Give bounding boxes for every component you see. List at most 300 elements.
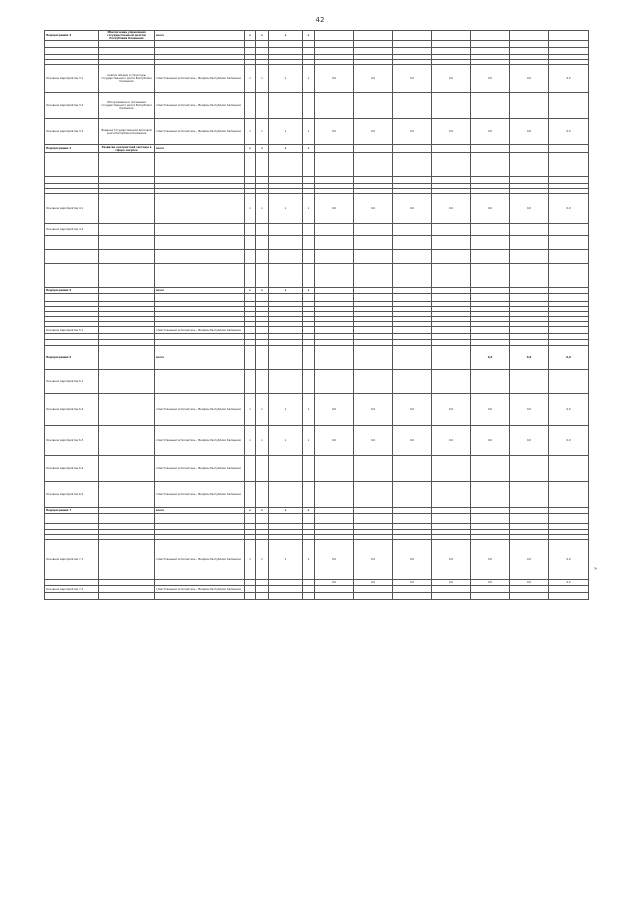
expense-type-cell <box>303 514 315 524</box>
section-code-cell <box>256 153 269 177</box>
year-2014-cell <box>354 370 393 394</box>
year-2017-cell <box>471 294 510 302</box>
year-2018-cell <box>510 593 549 600</box>
year-2017-cell: 0,0 <box>471 540 510 580</box>
table-row <box>45 153 589 177</box>
year-2016-cell: 0,0 <box>432 65 471 93</box>
responsible-cell <box>155 177 245 184</box>
status-cell <box>45 294 99 302</box>
year-2016-cell: 0,0 <box>432 580 471 586</box>
program-name-cell <box>99 264 155 288</box>
responsible-cell: всего <box>155 508 245 514</box>
year-2014-cell <box>354 346 393 370</box>
grbs-code-cell: х <box>245 508 256 514</box>
year-2019-cell: 0,0 <box>549 394 589 426</box>
status-cell: Основное мероприятие 6.1 <box>45 370 99 394</box>
status-cell: Основное мероприятие 6.2 <box>45 394 99 426</box>
year-2019-cell <box>549 294 589 302</box>
grbs-code-cell: х <box>245 394 256 426</box>
target-article-cell: х <box>269 540 303 580</box>
year-2018-cell: 0,0 <box>510 65 549 93</box>
section-code-cell <box>256 593 269 600</box>
target-article-cell <box>269 250 303 264</box>
target-article-cell: х <box>269 288 303 294</box>
year-2018-cell: 0,0 <box>510 540 549 580</box>
year-2013-cell: 0,0 <box>315 65 354 93</box>
year-2014-cell <box>354 31 393 41</box>
year-2018-cell: 0,0 <box>510 119 549 145</box>
year-2014-cell <box>354 93 393 119</box>
year-2014-cell <box>354 294 393 302</box>
status-cell: Подпрограмма 4 <box>45 145 99 153</box>
program-name-cell <box>99 540 155 580</box>
year-2017-cell: 0,0 <box>471 346 510 370</box>
section-code-cell: х <box>256 540 269 580</box>
table-row <box>45 426 589 456</box>
year-2013-cell <box>315 236 354 250</box>
program-name-cell: Анализ объема и структуры государственного долга Республики Калмыкия <box>99 65 155 93</box>
section-code-cell <box>256 346 269 370</box>
year-2019-cell <box>549 327 589 334</box>
year-2013-cell <box>315 346 354 370</box>
program-name-cell: Обеспечение управления государственным долгом Республики Калмыкия <box>99 31 155 41</box>
responsible-cell <box>155 224 245 236</box>
program-name-cell <box>99 426 155 456</box>
year-2018-cell: 0,0 <box>510 194 549 224</box>
year-2014-cell <box>354 177 393 184</box>
status-cell: Основное мероприятие 4.2 <box>45 224 99 236</box>
year-2017-cell: 0,0 <box>471 194 510 224</box>
grbs-code-cell: х <box>245 194 256 224</box>
year-2014-cell <box>354 586 393 593</box>
year-2018-cell <box>510 370 549 394</box>
section-code-cell: х <box>256 288 269 294</box>
section-code-cell <box>256 48 269 55</box>
year-2013-cell: 0,0 <box>315 580 354 586</box>
year-2013-cell: 0,0 <box>315 194 354 224</box>
year-2013-cell <box>315 294 354 302</box>
year-2017-cell <box>471 593 510 600</box>
year-2013-cell <box>315 177 354 184</box>
target-article-cell: х <box>269 194 303 224</box>
grbs-code-cell <box>245 294 256 302</box>
section-code-cell <box>256 177 269 184</box>
year-2015-cell: 0,0 <box>393 540 432 580</box>
responsible-cell <box>155 48 245 55</box>
year-2018-cell: 0,0 <box>510 580 549 586</box>
year-2015-cell <box>393 514 432 524</box>
year-2014-cell <box>354 153 393 177</box>
year-2016-cell: 0,0 <box>432 194 471 224</box>
program-name-cell <box>99 456 155 482</box>
status-cell: Подпрограмма 3 <box>45 31 99 41</box>
year-2019-cell <box>549 145 589 153</box>
section-code-cell <box>256 41 269 48</box>
grbs-code-cell <box>245 264 256 288</box>
year-2015-cell <box>393 593 432 600</box>
grbs-code-cell <box>245 456 256 482</box>
table-row <box>45 264 589 288</box>
responsible-cell: всего <box>155 346 245 370</box>
section-code-cell: х <box>256 119 269 145</box>
year-2013-cell <box>315 327 354 334</box>
responsible-cell: ответственный исполнитель - Минфин Республики Калмыкия <box>155 426 245 456</box>
year-2015-cell: 0,0 <box>393 194 432 224</box>
target-article-cell: х <box>269 426 303 456</box>
year-2013-cell: 0,0 <box>315 394 354 426</box>
year-2015-cell <box>393 294 432 302</box>
table-row <box>45 394 589 426</box>
target-article-cell <box>269 153 303 177</box>
year-2017-cell: 0,0 <box>471 426 510 456</box>
year-2014-cell <box>354 593 393 600</box>
status-cell: Основное мероприятие 3.2 <box>45 93 99 119</box>
expense-type-cell <box>303 264 315 288</box>
year-2019-cell <box>549 456 589 482</box>
year-2015-cell: 0,0 <box>393 394 432 426</box>
year-2018-cell <box>510 264 549 288</box>
responsible-cell <box>155 41 245 48</box>
grbs-code-cell <box>245 224 256 236</box>
expense-type-cell: х <box>303 145 315 153</box>
target-article-cell <box>269 224 303 236</box>
year-2017-cell <box>471 250 510 264</box>
year-2016-cell <box>432 236 471 250</box>
budget-table-sheet <box>44 30 588 600</box>
grbs-code-cell <box>245 48 256 55</box>
year-2016-cell: 0,0 <box>432 540 471 580</box>
year-2017-cell: 0,0 <box>471 119 510 145</box>
year-2016-cell <box>432 264 471 288</box>
responsible-cell: ответственный исполнитель - Минфин Республики Калмыкия <box>155 394 245 426</box>
year-2017-cell: 0,0 <box>471 580 510 586</box>
program-name-cell: Ведение Государственной долговой книги Республики Калмыкия <box>99 119 155 145</box>
status-cell: Основное мероприятие 6.4 <box>45 456 99 482</box>
page-number: 42 <box>315 16 325 24</box>
year-2019-cell: 0,0 <box>549 346 589 370</box>
target-article-cell <box>269 327 303 334</box>
year-2013-cell: 0,0 <box>315 426 354 456</box>
year-2018-cell <box>510 93 549 119</box>
expense-type-cell <box>303 327 315 334</box>
responsible-cell: всего <box>155 145 245 153</box>
year-2018-cell <box>510 48 549 55</box>
year-2016-cell <box>432 41 471 48</box>
table-body <box>45 31 589 600</box>
section-code-cell: х <box>256 394 269 426</box>
year-2013-cell <box>315 264 354 288</box>
status-cell <box>45 264 99 288</box>
year-2016-cell <box>432 224 471 236</box>
year-2015-cell <box>393 236 432 250</box>
program-name-cell: Развитие контрактной системы в сфере закупок <box>99 145 155 153</box>
grbs-code-cell: х <box>245 540 256 580</box>
expense-type-cell <box>303 586 315 593</box>
year-2017-cell <box>471 456 510 482</box>
year-2016-cell: 0,0 <box>432 426 471 456</box>
section-code-cell: х <box>256 31 269 41</box>
grbs-code-cell <box>245 586 256 593</box>
section-code-cell <box>256 224 269 236</box>
year-2019-cell: 0,0 <box>549 580 589 586</box>
status-cell <box>45 48 99 55</box>
year-2016-cell <box>432 153 471 177</box>
status-cell: Основное мероприятие 3.3 <box>45 119 99 145</box>
grbs-code-cell: х <box>245 288 256 294</box>
target-article-cell <box>269 264 303 288</box>
target-article-cell: х <box>269 65 303 93</box>
year-2015-cell <box>393 250 432 264</box>
program-name-cell <box>99 224 155 236</box>
expense-type-cell: х <box>303 540 315 580</box>
status-cell <box>45 41 99 48</box>
year-2018-cell <box>510 456 549 482</box>
responsible-cell: ответственный исполнитель - Минфин Республики Калмыкия <box>155 119 245 145</box>
year-2019-cell <box>549 153 589 177</box>
grbs-code-cell <box>245 482 256 508</box>
table-row <box>45 294 589 302</box>
end-of-page-mark: » <box>594 566 598 572</box>
year-2015-cell <box>393 153 432 177</box>
program-name-cell <box>99 48 155 55</box>
grbs-code-cell <box>245 327 256 334</box>
year-2018-cell <box>510 145 549 153</box>
grbs-code-cell <box>245 370 256 394</box>
year-2018-cell <box>510 586 549 593</box>
year-2015-cell <box>393 177 432 184</box>
year-2015-cell <box>393 224 432 236</box>
responsible-cell: ответственный исполнитель - Минфин Республики Калмыкия <box>155 482 245 508</box>
year-2019-cell <box>549 264 589 288</box>
expense-type-cell <box>303 482 315 508</box>
year-2014-cell <box>354 250 393 264</box>
target-article-cell: х <box>269 31 303 41</box>
target-article-cell <box>269 593 303 600</box>
program-name-cell <box>99 250 155 264</box>
expense-type-cell <box>303 48 315 55</box>
section-code-cell <box>256 236 269 250</box>
expense-type-cell <box>303 370 315 394</box>
year-2018-cell <box>510 153 549 177</box>
table-row <box>45 93 589 119</box>
table-row <box>45 456 589 482</box>
year-2014-cell <box>354 264 393 288</box>
year-2015-cell <box>393 31 432 41</box>
table-row <box>45 327 589 334</box>
program-name-cell <box>99 370 155 394</box>
program-name-cell <box>99 586 155 593</box>
program-name-cell <box>99 346 155 370</box>
grbs-code-cell <box>245 153 256 177</box>
status-cell: Основное мероприятие 4.1 <box>45 194 99 224</box>
grbs-code-cell: х <box>245 65 256 93</box>
year-2018-cell <box>510 250 549 264</box>
year-2013-cell <box>315 224 354 236</box>
expense-type-cell: х <box>303 508 315 514</box>
grbs-code-cell <box>245 346 256 370</box>
year-2016-cell <box>432 294 471 302</box>
year-2016-cell <box>432 586 471 593</box>
year-2019-cell <box>549 514 589 524</box>
program-name-cell <box>99 482 155 508</box>
budget-allocation-table <box>44 30 589 600</box>
target-article-cell <box>269 93 303 119</box>
section-code-cell <box>256 482 269 508</box>
table-row <box>45 41 589 48</box>
section-code-cell <box>256 514 269 524</box>
year-2018-cell <box>510 224 549 236</box>
section-code-cell <box>256 586 269 593</box>
year-2015-cell: 0,0 <box>393 119 432 145</box>
year-2017-cell <box>471 370 510 394</box>
responsible-cell <box>155 294 245 302</box>
responsible-cell <box>155 593 245 600</box>
status-cell: Основное мероприятие 3.1 <box>45 65 99 93</box>
year-2018-cell <box>510 294 549 302</box>
year-2018-cell <box>510 41 549 48</box>
grbs-code-cell <box>245 250 256 264</box>
section-code-cell <box>256 456 269 482</box>
target-article-cell: х <box>269 394 303 426</box>
year-2017-cell <box>471 482 510 508</box>
year-2013-cell <box>315 514 354 524</box>
year-2015-cell <box>393 370 432 394</box>
year-2015-cell <box>393 327 432 334</box>
status-cell <box>45 593 99 600</box>
table-row <box>45 514 589 524</box>
year-2019-cell <box>549 41 589 48</box>
status-cell: Основное мероприятие 7.2 <box>45 586 99 593</box>
responsible-cell: ответственный исполнитель - Минфин Республики Калмыкия <box>155 540 245 580</box>
responsible-cell: ответственный исполнитель - Минфин Республики Калмыкия <box>155 586 245 593</box>
expense-type-cell <box>303 93 315 119</box>
responsible-cell <box>155 264 245 288</box>
status-cell <box>45 236 99 250</box>
year-2013-cell <box>315 48 354 55</box>
table-row <box>45 119 589 145</box>
year-2013-cell <box>315 41 354 48</box>
year-2016-cell <box>432 327 471 334</box>
year-2018-cell <box>510 31 549 41</box>
expense-type-cell <box>303 250 315 264</box>
grbs-code-cell <box>245 41 256 48</box>
expense-type-cell: х <box>303 288 315 294</box>
year-2013-cell <box>315 153 354 177</box>
year-2014-cell <box>354 41 393 48</box>
target-article-cell <box>269 48 303 55</box>
responsible-cell: ответственный исполнитель - Минфин Республики Калмыкия <box>155 456 245 482</box>
year-2015-cell <box>393 48 432 55</box>
expense-type-cell <box>303 593 315 600</box>
table-row <box>45 482 589 508</box>
grbs-code-cell <box>245 593 256 600</box>
year-2018-cell: 0,0 <box>510 394 549 426</box>
year-2018-cell <box>510 236 549 250</box>
year-2013-cell <box>315 93 354 119</box>
year-2014-cell: 0,0 <box>354 119 393 145</box>
expense-type-cell <box>303 177 315 184</box>
year-2017-cell <box>471 31 510 41</box>
year-2013-cell <box>315 370 354 394</box>
year-2014-cell: 0,0 <box>354 540 393 580</box>
year-2019-cell <box>549 586 589 593</box>
status-cell: Основное мероприятие 6.3 <box>45 426 99 456</box>
responsible-cell: всего <box>155 31 245 41</box>
year-2015-cell <box>393 346 432 370</box>
target-article-cell <box>269 456 303 482</box>
year-2016-cell <box>432 145 471 153</box>
responsible-cell <box>155 236 245 250</box>
program-name-cell <box>99 394 155 426</box>
year-2015-cell <box>393 145 432 153</box>
responsible-cell <box>155 250 245 264</box>
year-2019-cell <box>549 48 589 55</box>
year-2018-cell <box>510 177 549 184</box>
year-2014-cell: 0,0 <box>354 580 393 586</box>
table-row <box>45 177 589 184</box>
year-2018-cell <box>510 327 549 334</box>
year-2016-cell <box>432 456 471 482</box>
year-2013-cell <box>315 31 354 41</box>
grbs-code-cell <box>245 514 256 524</box>
table-row <box>45 250 589 264</box>
year-2017-cell: 0,0 <box>471 394 510 426</box>
year-2013-cell <box>315 145 354 153</box>
year-2019-cell: 0,0 <box>549 65 589 93</box>
year-2016-cell <box>432 593 471 600</box>
grbs-code-cell <box>245 236 256 250</box>
status-cell: Подпрограмма 5 <box>45 288 99 294</box>
status-cell: Основное мероприятие 5.1 <box>45 327 99 334</box>
expense-type-cell: х <box>303 65 315 93</box>
table-row <box>45 65 589 93</box>
expense-type-cell <box>303 41 315 48</box>
year-2017-cell <box>471 48 510 55</box>
year-2019-cell <box>549 177 589 184</box>
status-cell: Подпрограмма 6 <box>45 346 99 370</box>
year-2015-cell <box>393 482 432 508</box>
year-2016-cell <box>432 48 471 55</box>
year-2016-cell: 0,0 <box>432 119 471 145</box>
responsible-cell: всего <box>155 288 245 294</box>
year-2014-cell <box>354 48 393 55</box>
responsible-cell: ответственный исполнитель - Минфин Республики Калмыкия <box>155 93 245 119</box>
table-row <box>45 593 589 600</box>
year-2019-cell <box>549 370 589 394</box>
grbs-code-cell <box>245 93 256 119</box>
year-2013-cell <box>315 586 354 593</box>
grbs-code-cell: х <box>245 145 256 153</box>
table-row <box>45 346 589 370</box>
year-2016-cell <box>432 370 471 394</box>
year-2013-cell: 0,0 <box>315 540 354 580</box>
status-cell <box>45 177 99 184</box>
program-name-cell <box>99 294 155 302</box>
year-2015-cell: 0,0 <box>393 580 432 586</box>
program-name-cell <box>99 236 155 250</box>
table-row <box>45 586 589 593</box>
year-2015-cell <box>393 41 432 48</box>
expense-type-cell <box>303 236 315 250</box>
year-2014-cell <box>354 145 393 153</box>
year-2019-cell: 0,0 <box>549 426 589 456</box>
target-article-cell <box>269 346 303 370</box>
year-2019-cell <box>549 224 589 236</box>
year-2015-cell <box>393 264 432 288</box>
year-2014-cell <box>354 514 393 524</box>
section-code-cell <box>256 264 269 288</box>
table-row <box>45 145 589 153</box>
